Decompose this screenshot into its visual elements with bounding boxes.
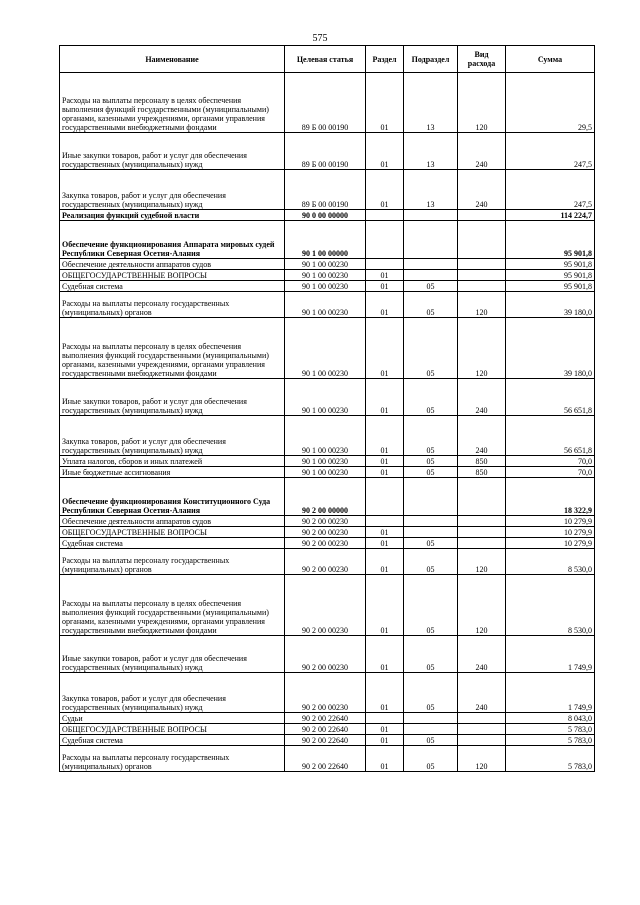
table-row	[60, 221, 595, 259]
table-header-row	[60, 46, 595, 73]
cell-subsection	[404, 259, 458, 270]
cell-section	[366, 516, 404, 527]
cell-section: 01	[366, 416, 404, 456]
cell-amount: 39 180,0	[506, 318, 595, 379]
cell-target: 90 1 00 00230	[285, 456, 366, 467]
cell-target: 89 Б 00 00190	[285, 170, 366, 210]
cell-section: 01	[366, 281, 404, 292]
cell-amount: 70,0	[506, 456, 595, 467]
cell-target: 90 1 00 00230	[285, 467, 366, 478]
cell-type	[458, 210, 506, 221]
cell-name: Расходы на выплаты персоналу в целях обеспечения выполнения функций государственными (муниципальными) органами, казенными учреждениями, органами управления государственными внебюджетными фондами	[60, 575, 285, 636]
cell-subsection: 05	[404, 416, 458, 456]
cell-target: 90 1 00 00230	[285, 292, 366, 318]
cell-amount: 8 043,0	[506, 713, 595, 724]
cell-name: Судьи	[60, 713, 285, 724]
cell-section: 01	[366, 379, 404, 416]
cell-target: 90 1 00 00000	[285, 221, 366, 259]
cell-type: 120	[458, 549, 506, 575]
table-row	[60, 133, 595, 170]
cell-target: 89 Б 00 00190	[285, 133, 366, 170]
cell-amount: 10 279,9	[506, 516, 595, 527]
header-expense-type: Вид расхода	[458, 46, 506, 73]
cell-amount: 8 530,0	[506, 549, 595, 575]
cell-section: 01	[366, 724, 404, 735]
cell-name: Закупка товаров, работ и услуг для обеспечения государственных (муниципальных) нужд	[60, 416, 285, 456]
cell-amount: 10 279,9	[506, 538, 595, 549]
table-row	[60, 538, 595, 549]
cell-section: 01	[366, 292, 404, 318]
cell-target: 90 2 00 00230	[285, 636, 366, 673]
cell-subsection: 13	[404, 170, 458, 210]
cell-section	[366, 221, 404, 259]
table-row	[60, 259, 595, 270]
cell-target: 90 1 00 00230	[285, 281, 366, 292]
cell-section: 01	[366, 549, 404, 575]
cell-type	[458, 270, 506, 281]
cell-type: 850	[458, 467, 506, 478]
cell-subsection: 05	[404, 379, 458, 416]
cell-section: 01	[366, 318, 404, 379]
cell-section	[366, 210, 404, 221]
cell-target: 90 2 00 00230	[285, 549, 366, 575]
cell-type	[458, 724, 506, 735]
cell-subsection	[404, 724, 458, 735]
cell-amount: 18 322,9	[506, 478, 595, 516]
table-row	[60, 516, 595, 527]
header-amount: Сумма	[506, 46, 595, 73]
cell-section: 01	[366, 575, 404, 636]
cell-name: Уплата налогов, сборов и иных платежей	[60, 456, 285, 467]
table-row	[60, 210, 595, 221]
header-target: Целевая статья	[285, 46, 366, 73]
cell-target: 90 1 00 00230	[285, 416, 366, 456]
cell-type	[458, 516, 506, 527]
cell-section: 01	[366, 636, 404, 673]
table-row	[60, 735, 595, 746]
table-row	[60, 416, 595, 456]
cell-name: Закупка товаров, работ и услуг для обеспечения государственных (муниципальных) нужд	[60, 673, 285, 713]
cell-subsection	[404, 713, 458, 724]
table-row	[60, 73, 595, 133]
cell-type	[458, 735, 506, 746]
cell-section: 01	[366, 73, 404, 133]
cell-amount: 95 901,8	[506, 281, 595, 292]
cell-subsection: 05	[404, 746, 458, 772]
table-row	[60, 281, 595, 292]
cell-name: Расходы на выплаты персоналу в целях обеспечения выполнения функций государственными (муниципальными) органами, казенными учреждениями, органами управления государственными внебюджетными фондами	[60, 73, 285, 133]
page-number: 575	[312, 33, 328, 44]
cell-amount: 247,5	[506, 133, 595, 170]
table-row	[60, 713, 595, 724]
cell-type: 240	[458, 416, 506, 456]
cell-amount: 5 783,0	[506, 724, 595, 735]
cell-section: 01	[366, 746, 404, 772]
header-section: Раздел	[366, 46, 404, 73]
cell-target: 90 2 00 22640	[285, 713, 366, 724]
cell-section: 01	[366, 673, 404, 713]
cell-subsection: 05	[404, 673, 458, 713]
table-row	[60, 746, 595, 772]
header-subsection: Подраздел	[404, 46, 458, 73]
cell-section: 01	[366, 538, 404, 549]
cell-name: Расходы на выплаты персоналу в целях обеспечения выполнения функций государственными (муниципальными) органами, казенными учреждениями, органами управления государственными внебюджетными фондами	[60, 318, 285, 379]
cell-type: 240	[458, 379, 506, 416]
cell-target: 90 2 00 00000	[285, 478, 366, 516]
cell-amount: 95 901,8	[506, 270, 595, 281]
table-row	[60, 575, 595, 636]
table-row	[60, 456, 595, 467]
cell-amount: 70,0	[506, 467, 595, 478]
cell-type	[458, 281, 506, 292]
cell-subsection: 05	[404, 549, 458, 575]
cell-section	[366, 713, 404, 724]
cell-amount: 56 651,8	[506, 379, 595, 416]
cell-amount: 5 783,0	[506, 735, 595, 746]
cell-name: Обеспечение деятельности аппаратов судов	[60, 259, 285, 270]
table-row	[60, 318, 595, 379]
cell-name: Иные закупки товаров, работ и услуг для обеспечения государственных (муниципальных) нужд	[60, 379, 285, 416]
cell-name: Обеспечение деятельности аппаратов судов	[60, 516, 285, 527]
cell-target: 89 Б 00 00190	[285, 73, 366, 133]
cell-subsection: 05	[404, 735, 458, 746]
cell-subsection: 05	[404, 636, 458, 673]
cell-name: Судебная система	[60, 538, 285, 549]
cell-name: ОБЩЕГОСУДАРСТВЕННЫЕ ВОПРОСЫ	[60, 527, 285, 538]
cell-section: 01	[366, 270, 404, 281]
cell-subsection	[404, 270, 458, 281]
cell-amount: 56 651,8	[506, 416, 595, 456]
table-row	[60, 724, 595, 735]
cell-subsection	[404, 478, 458, 516]
cell-target: 90 2 00 00230	[285, 516, 366, 527]
cell-type	[458, 259, 506, 270]
cell-target: 90 2 00 22640	[285, 735, 366, 746]
cell-subsection: 05	[404, 292, 458, 318]
cell-section: 01	[366, 735, 404, 746]
cell-type: 240	[458, 133, 506, 170]
cell-type: 120	[458, 292, 506, 318]
cell-subsection	[404, 210, 458, 221]
cell-target: 90 2 00 00230	[285, 575, 366, 636]
table-row	[60, 270, 595, 281]
cell-amount: 39 180,0	[506, 292, 595, 318]
table-row	[60, 673, 595, 713]
cell-type: 120	[458, 746, 506, 772]
cell-amount: 95 901,8	[506, 221, 595, 259]
cell-section	[366, 478, 404, 516]
cell-section: 01	[366, 527, 404, 538]
cell-name: Судебная система	[60, 735, 285, 746]
cell-name: Расходы на выплаты персоналу государственных (муниципальных) органов	[60, 292, 285, 318]
cell-name: Обеспечение функционирования Аппарата мировых судей Республики Северная Осетия-Алания	[60, 221, 285, 259]
cell-target: 90 2 00 22640	[285, 724, 366, 735]
cell-target: 90 2 00 00230	[285, 527, 366, 538]
cell-target: 90 1 00 00230	[285, 259, 366, 270]
cell-target: 90 2 00 00230	[285, 538, 366, 549]
cell-subsection	[404, 221, 458, 259]
cell-subsection: 13	[404, 133, 458, 170]
table-row	[60, 636, 595, 673]
cell-subsection: 05	[404, 318, 458, 379]
cell-subsection: 05	[404, 281, 458, 292]
cell-subsection: 05	[404, 538, 458, 549]
cell-section: 01	[366, 170, 404, 210]
cell-target: 90 1 00 00230	[285, 270, 366, 281]
cell-amount: 95 901,8	[506, 259, 595, 270]
cell-type: 120	[458, 318, 506, 379]
cell-subsection: 13	[404, 73, 458, 133]
cell-amount: 5 783,0	[506, 746, 595, 772]
cell-amount: 114 224,7	[506, 210, 595, 221]
cell-subsection: 05	[404, 456, 458, 467]
table-row	[60, 292, 595, 318]
cell-section: 01	[366, 456, 404, 467]
cell-section: 01	[366, 133, 404, 170]
cell-type	[458, 478, 506, 516]
cell-subsection: 05	[404, 467, 458, 478]
cell-type	[458, 527, 506, 538]
table-row	[60, 170, 595, 210]
table-row	[60, 467, 595, 478]
cell-type: 240	[458, 673, 506, 713]
cell-subsection: 05	[404, 575, 458, 636]
cell-name: Иные бюджетные ассигнования	[60, 467, 285, 478]
cell-type: 850	[458, 456, 506, 467]
table-row	[60, 478, 595, 516]
cell-amount: 10 279,9	[506, 527, 595, 538]
cell-target: 90 2 00 22640	[285, 746, 366, 772]
table-row	[60, 527, 595, 538]
cell-section	[366, 259, 404, 270]
cell-amount: 1 749,9	[506, 636, 595, 673]
cell-name: Реализация функций судебной власти	[60, 210, 285, 221]
cell-type: 240	[458, 170, 506, 210]
cell-name: Закупка товаров, работ и услуг для обеспечения государственных (муниципальных) нужд	[60, 170, 285, 210]
cell-target: 90 1 00 00230	[285, 318, 366, 379]
header-name: Наименование	[60, 46, 285, 73]
budget-table	[59, 45, 595, 772]
cell-amount: 8 530,0	[506, 575, 595, 636]
table-row	[60, 379, 595, 416]
cell-type	[458, 221, 506, 259]
cell-type	[458, 713, 506, 724]
cell-target: 90 0 00 00000	[285, 210, 366, 221]
cell-target: 90 1 00 00230	[285, 379, 366, 416]
cell-name: Расходы на выплаты персоналу государственных (муниципальных) органов	[60, 549, 285, 575]
cell-name: Судебная система	[60, 281, 285, 292]
cell-name: Расходы на выплаты персоналу государственных (муниципальных) органов	[60, 746, 285, 772]
table-row	[60, 549, 595, 575]
cell-subsection	[404, 527, 458, 538]
cell-name: Иные закупки товаров, работ и услуг для обеспечения государственных (муниципальных) нужд	[60, 133, 285, 170]
cell-amount: 29,5	[506, 73, 595, 133]
cell-name: Обеспечение функционирования Конституционного Суда Республики Северная Осетия-Алания	[60, 478, 285, 516]
cell-amount: 1 749,9	[506, 673, 595, 713]
cell-amount: 247,5	[506, 170, 595, 210]
cell-subsection	[404, 516, 458, 527]
cell-name: Иные закупки товаров, работ и услуг для обеспечения государственных (муниципальных) нужд	[60, 636, 285, 673]
cell-section: 01	[366, 467, 404, 478]
cell-name: ОБЩЕГОСУДАРСТВЕННЫЕ ВОПРОСЫ	[60, 270, 285, 281]
cell-type: 120	[458, 575, 506, 636]
cell-type: 120	[458, 73, 506, 133]
cell-type: 240	[458, 636, 506, 673]
cell-type	[458, 538, 506, 549]
cell-name: ОБЩЕГОСУДАРСТВЕННЫЕ ВОПРОСЫ	[60, 724, 285, 735]
cell-target: 90 2 00 00230	[285, 673, 366, 713]
